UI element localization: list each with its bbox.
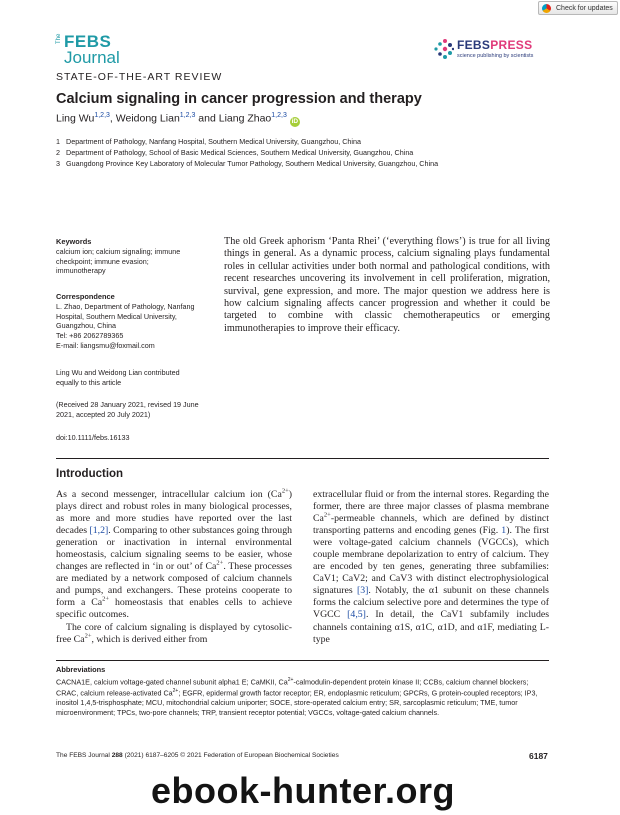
logo-the: The: [56, 33, 62, 44]
orcid-icon[interactable]: iD: [291, 117, 299, 125]
text-run: ; EGFR, epidermal growth factor receptor; ER, endoplasmic reticulum; GPCRs, G protein-coupled receptors; IP3, inositol 1,4,5-trisphosphate; MCU, mitochondrial calcium uniporter; SOCE, store-operated calcium entry; SR, sarcoplasmic reticulum; TME, tumor microenvironment; TPCs, two-pore channels; TRP, transient receptor potential; VGCCs, voltage-gated calcium channels.: [56, 688, 538, 717]
correspondence-line: Tel: +86 2062789365: [56, 331, 124, 341]
press-tagline: science publishing by scientists: [457, 53, 534, 59]
article-title: Calcium signaling in cancer progression and therapy: [56, 91, 422, 107]
text-run: homeostasis that enables cells to achieve specific outcomes.: [56, 597, 292, 621]
keywords-heading: Keywords: [56, 237, 92, 246]
affiliation-item: [56, 147, 438, 158]
affiliation-text: Department of Pathology, School of Basic Medical Sciences, Southern Medical University, Guangzhou, China: [66, 148, 414, 157]
abbreviations-divider: [56, 660, 549, 661]
affiliation-list: [56, 136, 438, 169]
author-name[interactable]: Liang Zhao: [218, 112, 272, 125]
footer-journal: The FEBS Journal: [56, 752, 112, 759]
author-name[interactable]: Ling Wu: [56, 112, 95, 125]
superscript: 2+: [84, 632, 92, 640]
section-divider: [56, 458, 549, 459]
superscript: 2+: [287, 677, 294, 683]
abstract: The old Greek aphorism ‘Panta Rhei’ (‘everything flows’) is true for all living things in general. As a dynamic process, calcium signaling plays fundamental roles in cellular activities under both normal and pathological conditions, with recent researches uncovering its involvement in cell proliferation, migration, survival, gene expression, and more. The major question we address here is how calcium signaling affects cancer progression and whether it could be targeted to combine with classic chemotherapeutics or emerging immunotherapies to improve their efficacy.: [224, 236, 550, 334]
correspondence-email[interactable]: E-mail: liangsmu@foxmail.com: [56, 340, 155, 350]
page-number: 6187: [529, 751, 548, 761]
crossmark-icon: [542, 4, 551, 13]
footer-volume: 288: [111, 752, 123, 759]
figure-link[interactable]: 1: [501, 525, 507, 537]
author-affiliation-marker[interactable]: 1,2,3: [179, 112, 196, 119]
check-for-updates-button[interactable]: [538, 1, 618, 15]
text-run: . These processes are mediated by a network composed of calcium channels and pumps, and exchangers. These proteins cooperate to form a Ca: [56, 561, 292, 609]
received-line: 2021, accepted 20 July 2021): [56, 409, 151, 419]
text-run: . Notably, the α1 subunit on these channels forms the calcium selective pore and determines the type of VGCC: [313, 585, 549, 621]
text-run: , which is derived either from: [91, 633, 208, 645]
article-type: STATE-OF-THE-ART REVIEW: [56, 71, 223, 83]
doi-link[interactable]: doi:10.1111/febs.16133: [56, 433, 130, 442]
text-run: . In detail, the CaV1 subfamily includes channels containing α1S, α1C, α1D, and α1F, mediating L-type: [313, 609, 550, 645]
correspondence-line: L. Zhao, Department of Pathology, Nanfang: [56, 301, 195, 311]
text-run: -calmodulin-dependent protein kinase II; CCBs, calcium channel blockers; CRAC, calcium release-activated Ca: [56, 677, 529, 698]
text-run: ). The first were voltage-gated calcium channels (VGCCs), which couple membrane depolarization to entry of calcium. They are encoded by ten genes, generating three subfamilies: CaV1; CaV2; and CaV3 with distinct electrophysiological signatures: [313, 525, 549, 597]
correspondence-heading: Correspondence: [56, 292, 115, 301]
citation-link[interactable]: [4,5]: [347, 609, 366, 621]
text-run: extracellular fluid or from the internal stores. Regarding the former, there are three major classes of plasma membrane Ca: [313, 489, 549, 525]
press-name: [457, 38, 532, 52]
superscript: 2+: [281, 487, 289, 495]
superscript: 2+: [172, 687, 179, 694]
body-column-left: [56, 489, 292, 646]
affiliation-number: 2: [56, 148, 60, 157]
febs-press-mark-icon: [432, 38, 454, 60]
introduction-heading: Introduction: [56, 468, 124, 480]
affiliation-text: Department of Pathology, Nanfang Hospital, Southern Medical University, Guangzhou, China: [66, 137, 361, 146]
footer-copyright: (2021) 6187–6205 © 2021 Federation of European Biochemical Societies: [122, 752, 339, 759]
citation-link[interactable]: [1,2]: [89, 525, 109, 537]
logo-febs: FEBS: [64, 32, 112, 51]
correspondence-line: Guangzhou, China: [56, 321, 116, 331]
press-name-b: PRESS: [490, 38, 533, 52]
text-run: As a second messenger, intracellular calcium ion (Ca: [56, 489, 282, 500]
text-run: . Comparing to other substances going through generation or inactivation in internal environmental homeostasis, calcium signaling seems to be easier, whose changes are reflected in ‘in or out’ of Ca: [56, 525, 292, 573]
contribution-line: Ling Wu and Weidong Lian contributed: [56, 368, 180, 377]
page-footer: [56, 752, 339, 759]
author-separator: ,: [109, 112, 116, 125]
author-name[interactable]: Weidong Lian: [115, 112, 180, 125]
citation-link[interactable]: [3]: [356, 585, 369, 597]
body-column-right: [313, 489, 549, 646]
watermark: ebook-hunter.org: [151, 770, 455, 811]
text-run: ) plays direct and robust roles in many biological processes, as more and more studies have reported over the last decades: [56, 489, 292, 537]
logo-journal: Journal: [64, 48, 120, 67]
febs-journal-logo: [54, 30, 146, 70]
author-list: [56, 112, 300, 127]
paragraph: [56, 622, 292, 646]
affiliation-item: [56, 136, 438, 147]
correspondence-line: Hospital, Southern Medical University,: [56, 311, 177, 321]
text-run: -permeable channels, which are defined by distinct transporting patterns and encoding genes (Fig.: [313, 513, 549, 537]
correspondence-block: [56, 292, 204, 351]
affiliation-number: 3: [56, 159, 60, 168]
abbreviations-text: [56, 676, 550, 717]
keywords-block: [56, 237, 204, 276]
contribution-line: equally to this article: [56, 377, 122, 387]
press-name-a: FEBS: [457, 38, 491, 52]
author-affiliation-marker[interactable]: 1,2,3: [94, 112, 110, 119]
contribution-note: [56, 368, 204, 388]
affiliation-number: 1: [56, 137, 60, 146]
text-run: CACNA1E, calcium voltage-gated channel subunit alpha1 E; CaMKII, Ca: [56, 677, 288, 687]
received-dates: [56, 400, 204, 420]
keywords-line: immunotherapy: [56, 266, 106, 276]
author-separator: and: [195, 112, 219, 125]
superscript: 2+: [216, 560, 224, 568]
superscript: 2+: [102, 596, 110, 604]
febs-press-logo: [432, 34, 562, 70]
keywords-line: calcium ion; calcium signaling; immune: [56, 246, 181, 256]
affiliation-item: [56, 158, 438, 169]
author-affiliation-marker[interactable]: 1,2,3: [271, 112, 287, 119]
received-line: (Received 28 January 2021, revised 19 June: [56, 400, 199, 409]
keywords-line: checkpoint; immune evasion;: [56, 256, 149, 266]
abbreviations-heading: Abbreviations: [56, 665, 106, 674]
check-updates-label: Check for updates: [556, 5, 613, 12]
text-run: The core of calcium signaling is displayed by cytosolic-free Ca: [56, 621, 292, 645]
affiliation-text: Guangdong Province Key Laboratory of Molecular Tumor Pathology, Southern Medical University, Guangzhou, China: [66, 159, 439, 168]
superscript: 2+: [323, 511, 331, 519]
